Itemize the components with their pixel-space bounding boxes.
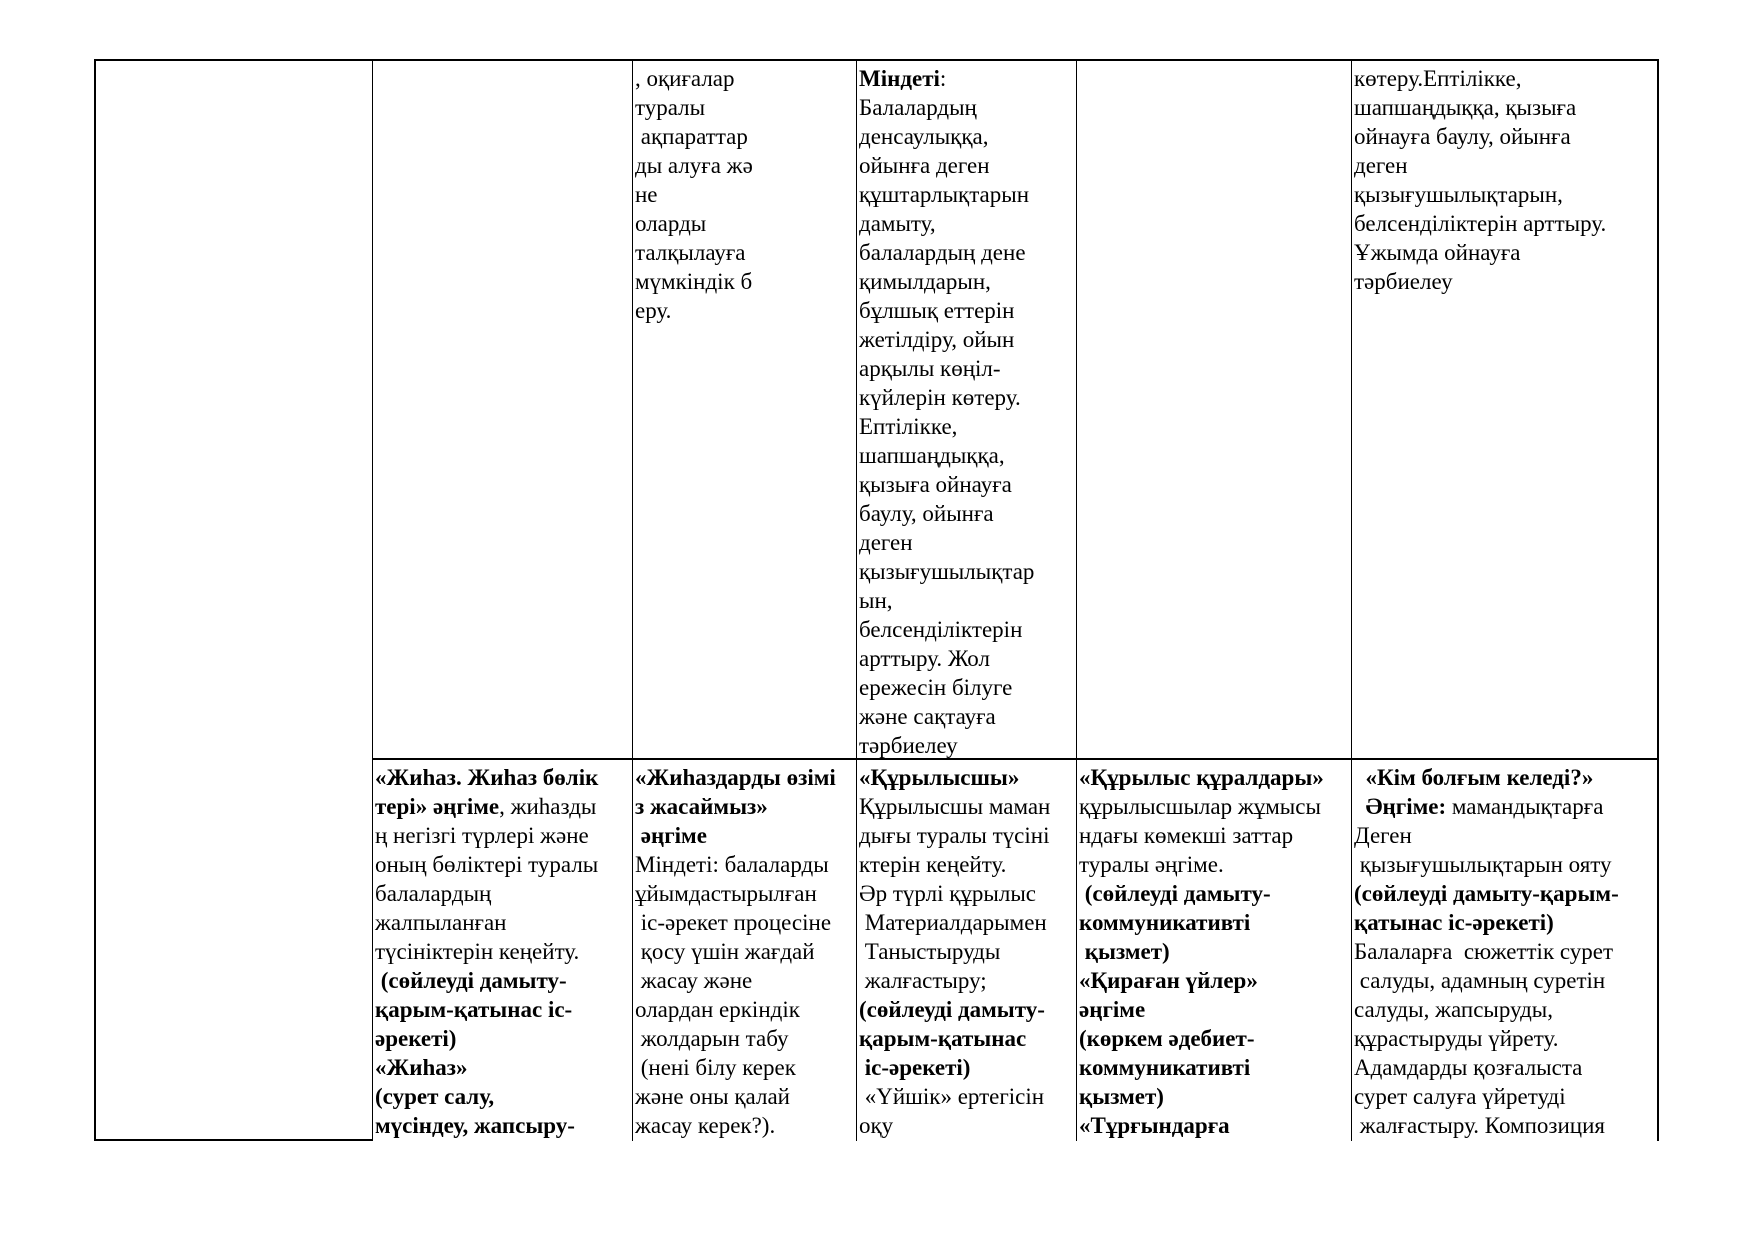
text-run: жалғастыру. Композиция	[1354, 1113, 1605, 1138]
text-run: коммуникативті	[1079, 910, 1251, 935]
text-line	[859, 1053, 1075, 1082]
text-line	[1354, 1053, 1656, 1082]
text-run: тері» әңгіме	[375, 794, 500, 819]
text-line	[859, 470, 1075, 499]
text-line	[1079, 1082, 1350, 1111]
text-run: шапшаңдыққа, қызыға	[1354, 95, 1577, 120]
text-run: «Құрылысшы»	[859, 765, 1020, 790]
text-line	[859, 673, 1075, 702]
text-line	[859, 586, 1075, 615]
text-line	[1354, 1024, 1656, 1053]
text-line	[859, 644, 1075, 673]
text-run: не	[635, 182, 658, 207]
text-run: іс-әрекет процесіне	[635, 910, 832, 935]
text-line	[1354, 966, 1656, 995]
text-line	[375, 966, 631, 995]
text-run: (сөйлеуді дамыту-қарым-	[1354, 881, 1619, 906]
text-run: еру.	[635, 298, 672, 323]
text-line	[375, 850, 631, 879]
text-line	[1354, 267, 1656, 296]
text-line	[1079, 937, 1350, 966]
text-line	[859, 499, 1075, 528]
text-run: әңгіме	[635, 823, 707, 848]
text-run: , оқиғалар	[635, 66, 735, 91]
text-run: ктерін кеңейту.	[859, 852, 1007, 877]
text-line	[859, 209, 1075, 238]
text-line	[1354, 1082, 1656, 1111]
text-run: Ұжымда ойнауға	[1354, 240, 1521, 265]
text-line	[1354, 908, 1656, 937]
text-run: «Жиhаз. Жиhаз бөлік	[375, 765, 599, 790]
text-run: ын,	[859, 588, 893, 613]
text-run: жолдарын табу	[635, 1026, 789, 1051]
text-run: құштарлықтарын	[859, 182, 1030, 207]
text-line	[1354, 879, 1656, 908]
text-run: қызығушылықтарын ояту	[1354, 852, 1612, 877]
text-line	[859, 296, 1075, 325]
text-run-suffix: , жиhазды	[499, 794, 597, 819]
text-run: оқу	[859, 1113, 894, 1138]
text-run: туралы әңгіме.	[1079, 852, 1224, 877]
text-run: жасау керек?).	[635, 1113, 776, 1138]
text-line	[859, 879, 1075, 908]
text-line	[859, 850, 1075, 879]
text-run: қызығушылықтар	[859, 559, 1035, 584]
text-line	[635, 821, 855, 850]
text-line	[635, 93, 855, 122]
text-run: ды алуға жә	[635, 153, 753, 178]
text-run: қатынас іс-әрекеті)	[1354, 910, 1554, 935]
text-run: қызығушылықтарын,	[1354, 182, 1563, 207]
text-line	[859, 64, 1075, 93]
text-line	[859, 412, 1075, 441]
table-right-border	[1657, 59, 1659, 1141]
text-run: белсенділіктерін	[859, 617, 1023, 642]
text-line	[1079, 879, 1350, 908]
text-run: мүмкіндік б	[635, 269, 753, 294]
text-run: (сөйлеуді дамыту-	[375, 968, 567, 993]
text-run: Материалдарымен	[859, 910, 1047, 935]
text-line	[1079, 1024, 1350, 1053]
text-line	[859, 557, 1075, 586]
text-line	[859, 238, 1075, 267]
text-run: «Жиhаз»	[375, 1055, 468, 1080]
text-line	[1354, 180, 1656, 209]
text-line	[859, 792, 1075, 821]
text-run: ақпараттар	[635, 124, 748, 149]
text-line	[1354, 763, 1656, 792]
text-run-suffix: мамандықтарға	[1446, 794, 1604, 819]
text-line	[375, 995, 631, 1024]
text-run: ережесін білуге	[859, 675, 1013, 700]
text-line	[635, 995, 855, 1024]
text-line	[1354, 850, 1656, 879]
text-run: «Кім болғым келеді?»	[1354, 765, 1594, 790]
text-line	[635, 296, 855, 325]
text-line	[1079, 966, 1350, 995]
text-line	[859, 180, 1075, 209]
text-run: арқылы көңіл-	[859, 356, 1001, 381]
text-line	[635, 966, 855, 995]
text-run: әрекеті)	[375, 1026, 457, 1051]
text-run: құрастыруды үйрету.	[1354, 1026, 1559, 1051]
text-line	[859, 383, 1075, 412]
text-line	[859, 908, 1075, 937]
text-line	[1079, 995, 1350, 1024]
text-run: балалардың	[375, 881, 492, 906]
text-line	[635, 879, 855, 908]
text-run: қызмет)	[1079, 939, 1170, 964]
text-run: (сөйлеуді дамыту-	[859, 997, 1045, 1022]
text-run: көтеру.Ептілікке,	[1354, 66, 1522, 91]
text-line	[859, 702, 1075, 731]
text-run: қосу үшін жағдай	[635, 939, 815, 964]
text-line	[375, 1024, 631, 1053]
text-line	[859, 354, 1075, 383]
text-line	[635, 267, 855, 296]
text-run: бұлшық еттерін	[859, 298, 1015, 323]
text-line	[635, 64, 855, 93]
text-line	[1354, 64, 1656, 93]
text-line	[1354, 1111, 1656, 1140]
text-run: қызмет)	[1079, 1084, 1164, 1109]
text-line	[635, 850, 855, 879]
table-left-border	[94, 59, 96, 1141]
text-line	[859, 731, 1075, 758]
first-column-bottom-border	[94, 1139, 373, 1141]
text-run: ұйымдастырылған	[635, 881, 817, 906]
text-run: Таныстыруды	[859, 939, 1001, 964]
text-line	[1354, 93, 1656, 122]
text-run: «Құрылыс құралдары»	[1079, 765, 1324, 790]
text-run: талқылауға	[635, 240, 746, 265]
text-line	[1079, 763, 1350, 792]
text-run: Міндеті	[859, 66, 940, 91]
text-line	[635, 792, 855, 821]
text-line	[859, 267, 1075, 296]
text-run: (көркем әдебиет-	[1079, 1026, 1255, 1051]
text-line	[375, 821, 631, 850]
text-line	[1079, 1111, 1350, 1140]
text-line	[1354, 238, 1656, 267]
text-run: және сақтауға	[859, 704, 996, 729]
text-run: ң негізгі түрлері және	[375, 823, 589, 848]
text-line	[859, 821, 1075, 850]
text-run: Адамдарды қозғалыста	[1354, 1055, 1583, 1080]
text-run: қарым-қатынас іс-	[375, 997, 573, 1022]
text-line	[859, 966, 1075, 995]
text-line	[1354, 122, 1656, 151]
text-line	[1079, 850, 1350, 879]
text-line	[635, 937, 855, 966]
text-line	[1354, 151, 1656, 180]
text-line	[635, 151, 855, 180]
text-line	[375, 1053, 631, 1082]
text-run: және оны қалай	[635, 1084, 790, 1109]
text-line	[859, 93, 1075, 122]
text-run: коммуникативті	[1079, 1055, 1251, 1080]
text-line	[859, 615, 1075, 644]
text-line	[859, 937, 1075, 966]
text-line	[859, 528, 1075, 557]
text-run: тәрбиелеу	[1354, 269, 1453, 294]
text-line	[635, 180, 855, 209]
text-line	[1354, 821, 1656, 850]
text-run: баулу, ойынға	[859, 501, 994, 526]
text-run-suffix: :	[939, 66, 947, 91]
text-run: туралы	[635, 95, 706, 120]
text-run: Балаларға сюжеттік сурет	[1354, 939, 1614, 964]
text-run: белсенділіктерін арттыру.	[1354, 211, 1607, 236]
text-line	[635, 908, 855, 937]
text-run: құрылысшылар жұмысы	[1079, 794, 1321, 819]
row1-col4-cell	[857, 64, 1075, 758]
text-run: оларды	[635, 211, 707, 236]
text-run: жетілдіру, ойын	[859, 327, 1015, 352]
text-run: олардан еркіндік	[635, 997, 800, 1022]
row2-col6-cell	[1352, 763, 1656, 1141]
text-line	[859, 1082, 1075, 1111]
text-run: дамыту,	[859, 211, 936, 236]
text-line	[859, 151, 1075, 180]
text-run: қарым-қатынас	[859, 1026, 1027, 1051]
text-run: жалпыланған	[375, 910, 507, 935]
text-run: дығы туралы түсіні	[859, 823, 1050, 848]
text-line	[859, 763, 1075, 792]
text-run: деген	[859, 530, 913, 555]
text-line	[375, 1082, 631, 1111]
text-line	[1354, 995, 1656, 1024]
text-run: тәрбиелеу	[859, 733, 958, 758]
text-run: шапшаңдыққа,	[859, 443, 1005, 468]
text-run: мүсіндеу, жапсыру-	[375, 1113, 575, 1138]
text-run: түсініктерін кеңейту.	[375, 939, 580, 964]
text-line	[859, 122, 1075, 151]
text-run: Құрылысшы маман	[859, 794, 1051, 819]
text-run: әңгіме	[1079, 997, 1146, 1022]
text-line	[1354, 209, 1656, 238]
text-run: ндағы көмекші заттар	[1079, 823, 1294, 848]
row2-col2-cell	[373, 763, 631, 1141]
text-line	[375, 937, 631, 966]
text-run: салуды, адамның суретін	[1354, 968, 1606, 993]
text-run: (нені білу керек	[635, 1055, 796, 1080]
text-run: (сурет салу,	[375, 1084, 495, 1109]
text-line	[635, 1024, 855, 1053]
text-run: жасау және	[635, 968, 753, 993]
text-line	[375, 908, 631, 937]
text-line	[635, 1111, 855, 1140]
text-run: жалғастыру;	[859, 968, 987, 993]
text-line	[859, 995, 1075, 1024]
text-run: Ептілікке,	[859, 414, 958, 439]
row2-col4-cell	[857, 763, 1075, 1141]
text-run: балалардың дене	[859, 240, 1026, 265]
text-line	[375, 879, 631, 908]
text-run: деген	[1354, 153, 1408, 178]
row2-col5-cell	[1077, 763, 1350, 1141]
text-line	[1079, 908, 1350, 937]
row-divider	[372, 758, 1659, 760]
text-run: «Үйшік» ертегісін	[859, 1084, 1045, 1109]
text-line	[1079, 1053, 1350, 1082]
text-run: (сөйлеуді дамыту-	[1079, 881, 1271, 906]
text-run: қимылдарын,	[859, 269, 991, 294]
text-line	[375, 763, 631, 792]
text-run: «Тұрғындарға	[1079, 1113, 1230, 1138]
text-line	[859, 441, 1075, 470]
text-run: «Қираған үйлер»	[1079, 968, 1258, 993]
row1-col6-cell	[1352, 64, 1656, 756]
text-line	[859, 1024, 1075, 1053]
text-line	[1079, 821, 1350, 850]
text-run: Міндеті: балаларды	[635, 852, 829, 877]
row2-col3-cell	[633, 763, 855, 1141]
text-run: арттыру. Жол	[859, 646, 990, 671]
text-line	[1354, 937, 1656, 966]
text-run: «Жиhаздарды өзімі	[635, 765, 836, 790]
text-line	[375, 1111, 631, 1140]
text-line	[375, 792, 631, 821]
text-run: ойынға деген	[859, 153, 990, 178]
text-line	[859, 1111, 1075, 1140]
text-run: іс-әрекеті)	[859, 1055, 971, 1080]
row1-col3-cell	[633, 64, 855, 756]
text-run: оның бөліктері туралы	[375, 852, 599, 877]
text-run: салуды, жапсыруды,	[1354, 997, 1554, 1022]
text-run: Әр түрлі құрылыс	[859, 881, 1036, 906]
text-run: денсаулыққа,	[859, 124, 989, 149]
text-line	[1354, 792, 1656, 821]
text-run: Балалардың	[859, 95, 977, 120]
table-top-border	[94, 59, 1659, 61]
text-line	[635, 1082, 855, 1111]
text-run: з жасаймыз»	[635, 794, 768, 819]
text-line	[635, 209, 855, 238]
text-line	[635, 238, 855, 267]
text-run: ойнауға баулу, ойынға	[1354, 124, 1571, 149]
text-line	[635, 122, 855, 151]
text-line	[1079, 792, 1350, 821]
text-run: күйлерін көтеру.	[859, 385, 1021, 410]
text-run: Деген	[1354, 823, 1412, 848]
text-run: Әңгіме:	[1354, 794, 1447, 819]
text-run: сурет салуға үйретуді	[1354, 1084, 1566, 1109]
text-run: қызыға ойнауға	[859, 472, 1012, 497]
text-line	[859, 325, 1075, 354]
text-line	[635, 763, 855, 792]
text-line	[635, 1053, 855, 1082]
